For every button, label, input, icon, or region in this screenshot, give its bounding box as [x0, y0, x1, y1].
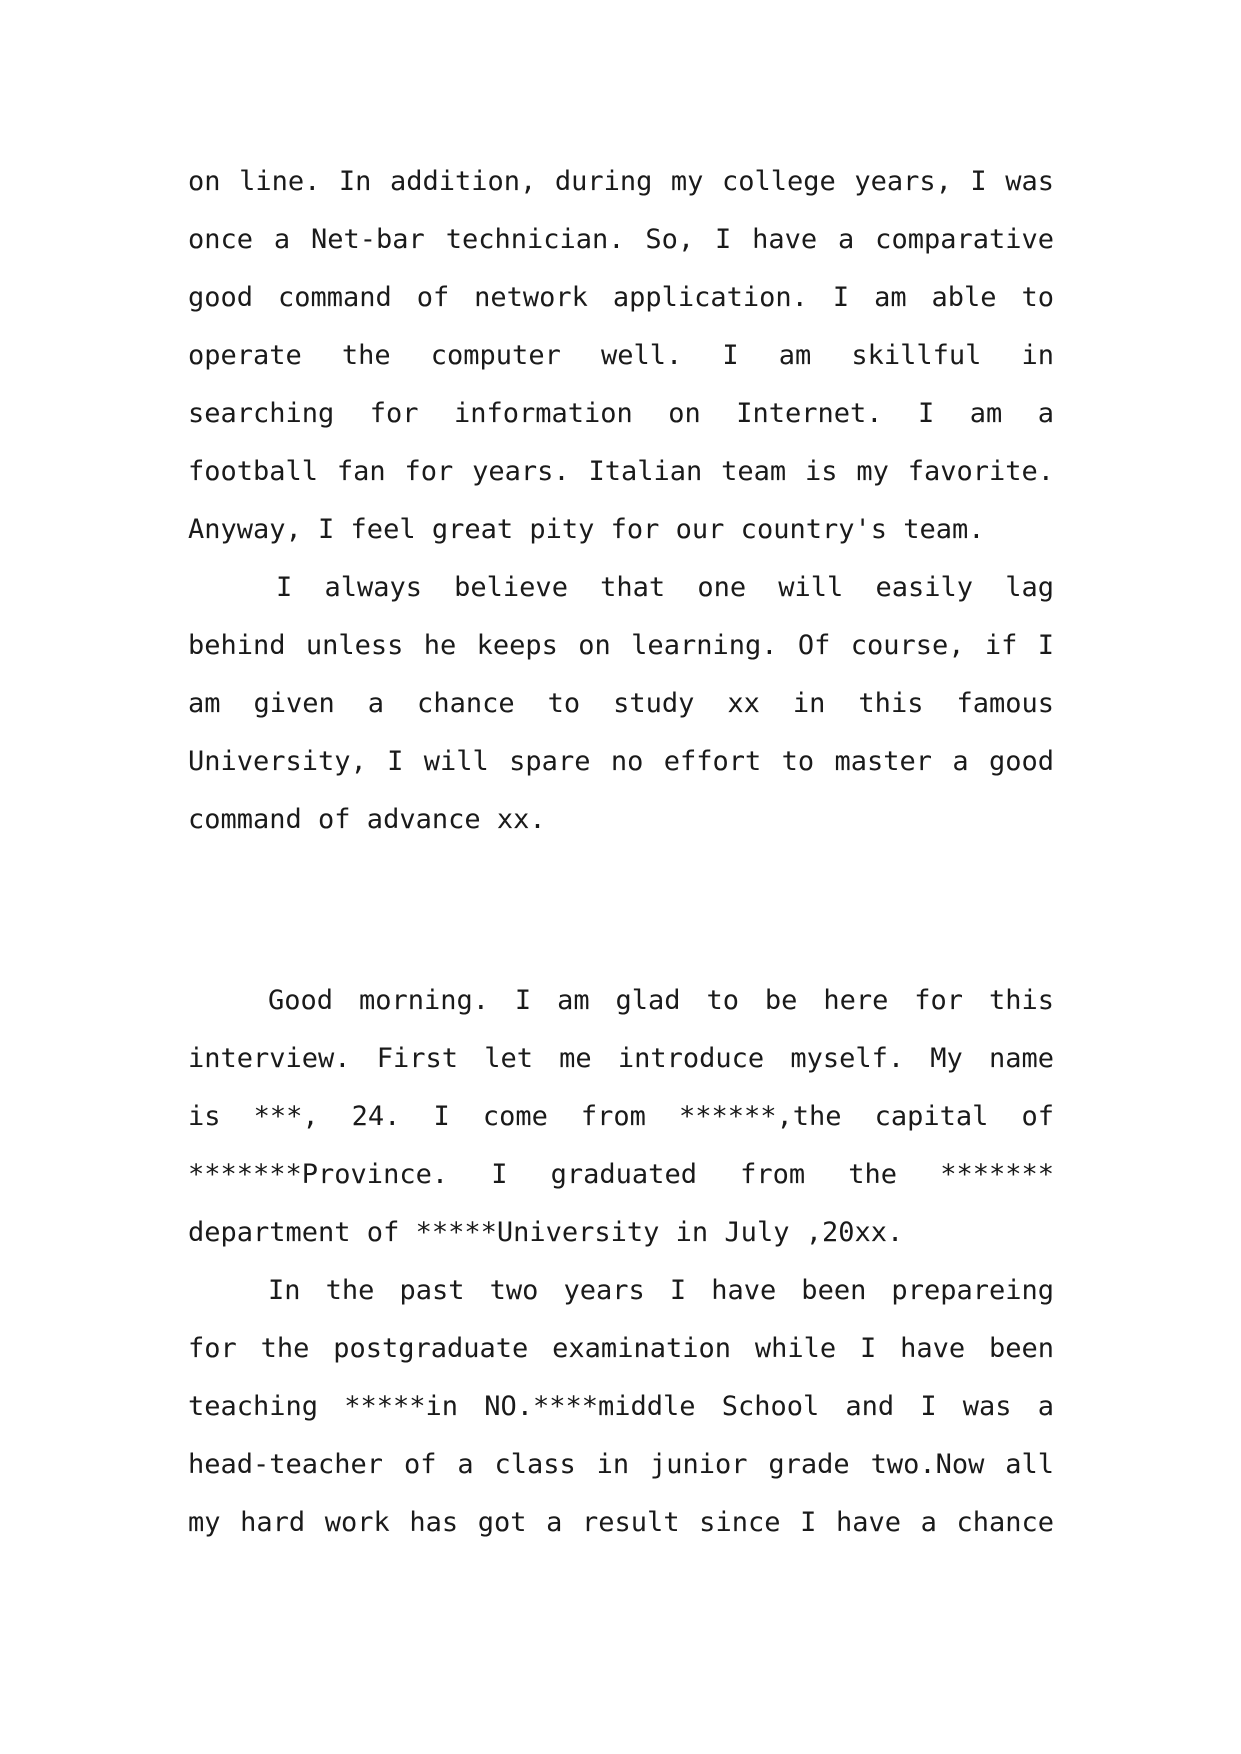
paragraph-line: operate the computer well. I am skillful in [188, 340, 1054, 371]
paragraph-line: head-teacher of a class in junior grade two.Now all [188, 1449, 1054, 1480]
paragraph-line: good command of network application. I am able to [188, 282, 1054, 313]
paragraph-line: command of advance xx. [188, 804, 546, 835]
paragraph-1 [188, 153, 1054, 559]
paragraph-line: for the postgraduate examination while I have been [188, 1333, 1054, 1364]
paragraph-line: Anyway, I feel great pity for our country's team. [188, 514, 985, 545]
paragraph-line: Good morning. I am glad to be here for this [268, 985, 1054, 1016]
paragraph-line: am given a chance to study xx in this famous [188, 688, 1054, 719]
paragraph-line: once a Net-bar technician. So, I have a comparative [188, 224, 1054, 255]
paragraph-line: teaching *****in NO.****middle School and I was a [188, 1391, 1054, 1422]
paragraph-2 [188, 559, 1054, 849]
paragraph-line: behind unless he keeps on learning. Of course, if I [188, 630, 1054, 661]
paragraph-3 [188, 972, 1054, 1262]
paragraph-line: *******Province. I graduated from the ******* [188, 1159, 1054, 1190]
paragraph-line: interview. First let me introduce myself. My name [188, 1043, 1054, 1074]
paragraph-line: my hard work has got a result since I have a chance [188, 1507, 1054, 1538]
paragraph-line: I always believe that one will easily lag [276, 572, 1054, 603]
paragraph-line: department of *****University in July ,20xx. [188, 1217, 904, 1248]
paragraph-line: In the past two years I have been prepareing [268, 1275, 1054, 1306]
paragraph-line: searching for information on Internet. I am a [188, 398, 1054, 429]
paragraph-line: football fan for years. Italian team is my favorite. [188, 456, 1054, 487]
paragraph-line: on line. In addition, during my college years, I was [188, 166, 1054, 197]
paragraph-line: is ***, 24. I come from ******,the capital of [188, 1101, 1054, 1132]
paragraph-line: University, I will spare no effort to master a good [188, 746, 1054, 777]
paragraph-4 [188, 1262, 1054, 1552]
